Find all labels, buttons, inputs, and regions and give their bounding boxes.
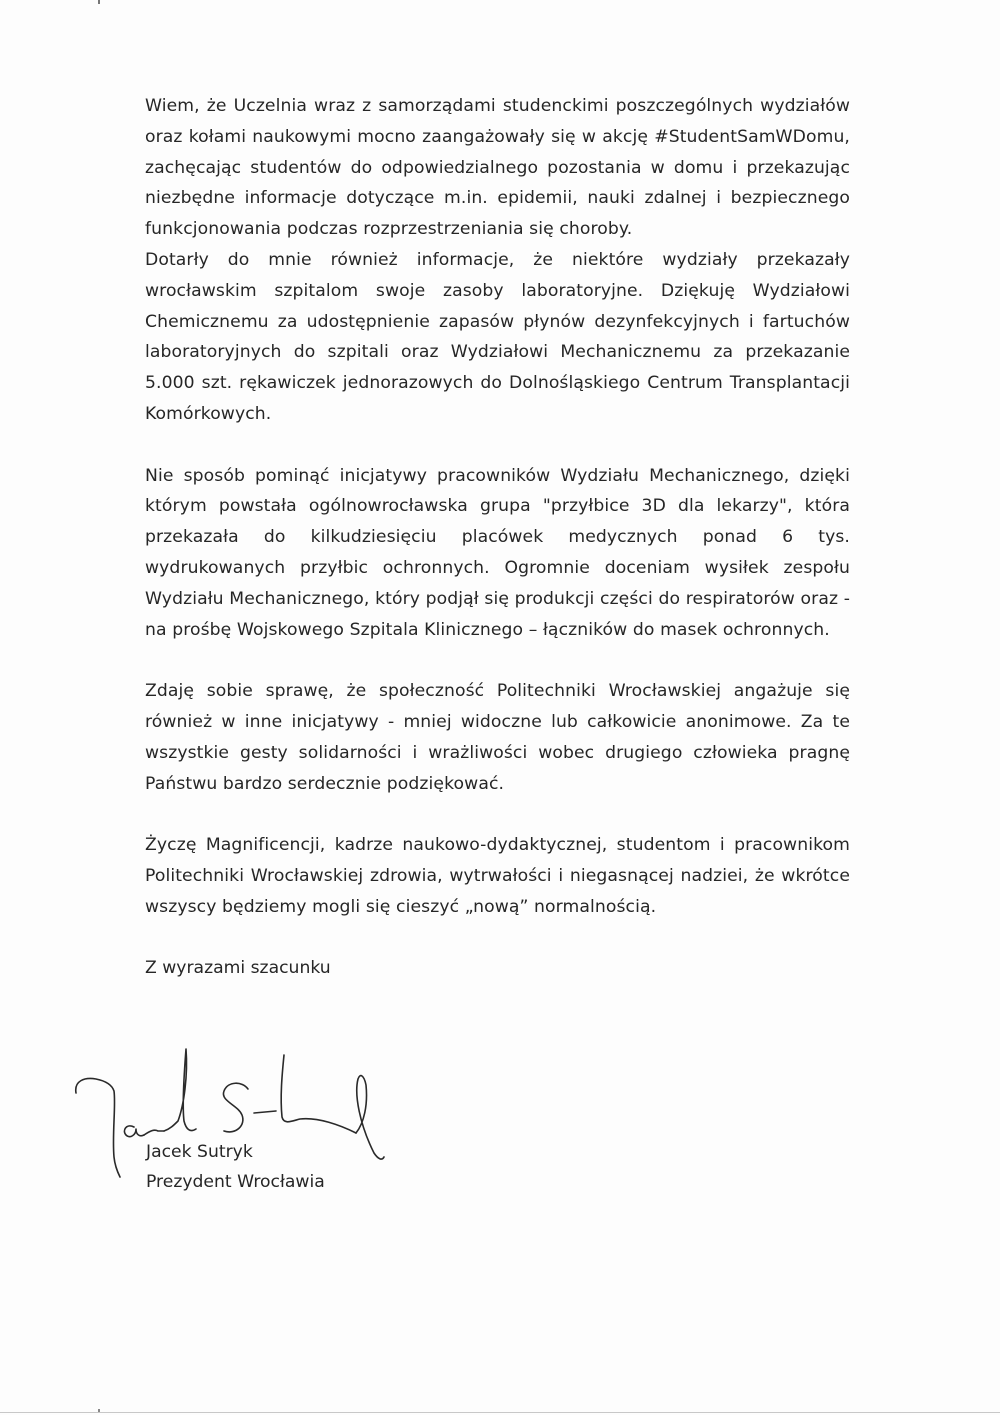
paragraph-lab-resources: Dotarły do mnie również informacje, że niektóre wydziały przekazały wrocławskim szpitalom swoje zasoby laboratoryjne. Dziękuję Wydziałowi Chemicznemu za udostępnienie zapasów płynów dezynfekcyjnych i fartuchów laboratoryjnych do szpitali oraz Wydziałowi Mechanicznemu za przekazanie 5.000 szt. rękawiczek jednorazowych do Dolnośląskiego Centrum Transplantacji Komórkowych.: [145, 249, 850, 424]
signer-block: [146, 1137, 325, 1197]
paragraph-wishes: Życzę Magnificencji, kadrze naukowo-dydaktycznej, studentom i pracownikom Politechniki Wrocławskiej zdrowia, wytrwałości i niegasnącej nadziei, że wkrótce wszyscy będziemy mogli się cieszyć „nową” normalnością.: [145, 835, 850, 917]
scan-mark-top: [98, 0, 100, 4]
letter-body: [145, 91, 850, 923]
paragraph-mechanical-initiatives: Nie sposób pominąć inicjatywy pracowników Wydziału Mechanicznego, dzięki którym powstała ogólnowrocławska grupa "przyłbice 3D dla lekarzy", która przekazała do kilkudziesięciu placówek medycznych ponad 6 tys. wydrukowanych przyłbic ochronnych. Ogromnie doceniam wysiłek zespołu Wydziału Mechanicznego, który podjął się produkcji części do respiratorów oraz - na prośbę Wojskowego Szpitala Klinicznego – łączników do masek ochronnych.: [145, 465, 850, 640]
paragraph-thanks: Zdaję sobie sprawę, że społeczność Politechniki Wrocławskiej angażuje się również w inne inicjatywy - mniej widoczne lub całkowicie anonimowe. Za te wszystkie gesty solidarności i wrażliwości wobec drugiego człowieka pragnę Państwu bardzo serdecznie podziękować.: [145, 681, 850, 794]
paragraph-student-action: Wiem, że Uczelnia wraz z samorządami studenckimi poszczególnych wydziałów oraz kołami naukowymi mocno zaangażowały się w akcję #StudentSamWDomu, zachęcając studentów do odpowiedzialnego pozostania w domu i przekazując niezbędne informacje dotyczące m.in. epidemii, nauki zdalnej i bezpiecznego funkcjonowania podczas rozprzestrzeniania się choroby.: [145, 96, 850, 240]
signer-name: Jacek Sutryk: [146, 1142, 253, 1162]
signer-title: Prezydent Wrocławia: [146, 1172, 325, 1192]
closing-phrase: Z wyrazami szacunku: [145, 958, 331, 978]
page-bottom-edge: [0, 1412, 1000, 1413]
